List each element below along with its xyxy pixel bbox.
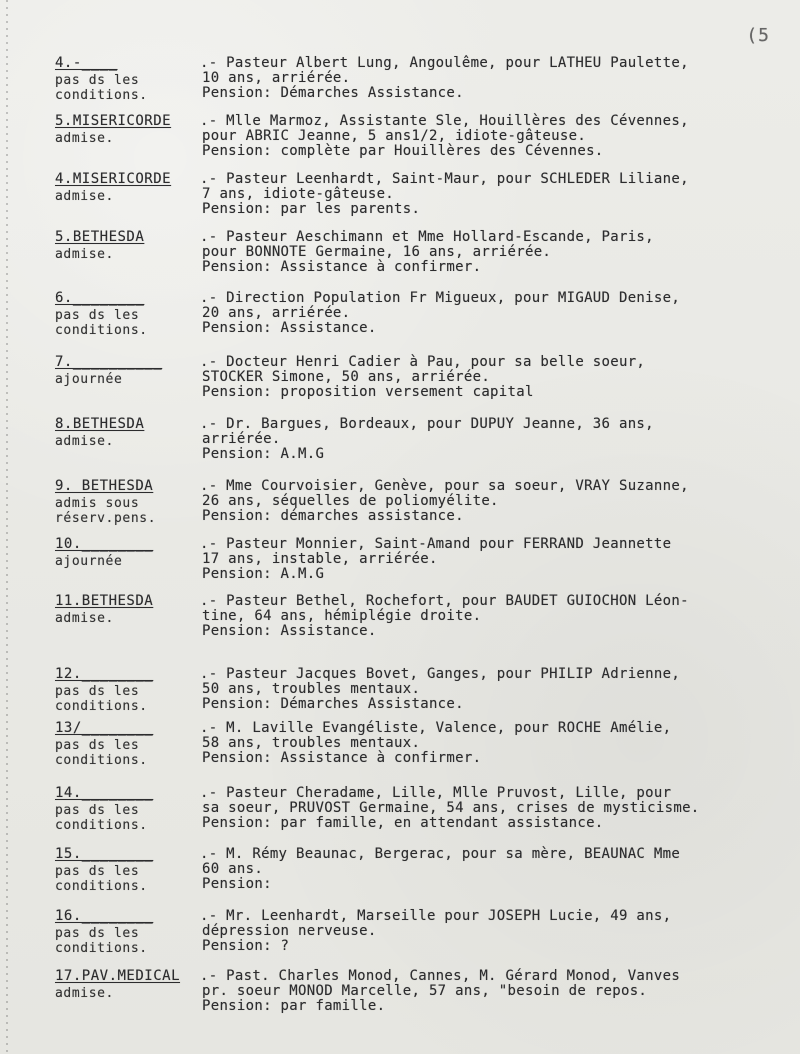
entry-status: admise. [55, 434, 114, 449]
entry-line: .- Pasteur Aeschimann et Mme Hollard-Escande, Paris, [200, 229, 654, 245]
entry-status: admise. [55, 247, 114, 262]
entry-line: .- Pasteur Cheradame, Lille, Mlle Pruvost, Lille, pour [200, 785, 672, 801]
entry-id: 11.BETHESDA [55, 593, 154, 609]
entry-status: pas ds les conditions. [55, 73, 148, 103]
entry-line: Pension: complète par Houillères des Cévennes. [202, 143, 604, 159]
entry-status: ajournée [55, 372, 123, 387]
entry-id: 6.________ [55, 290, 145, 306]
entry-line: 50 ans, troubles mentaux. [202, 681, 421, 697]
entry-line: Pension: ? [202, 938, 290, 954]
entry-line: Pension: Assistance à confirmer. [202, 750, 482, 766]
entry-id: 8.BETHESDA [55, 416, 145, 432]
entry-line: .- Pasteur Bethel, Rochefort, pour BAUDET GUIOCHON Léon- [200, 593, 689, 609]
entry-status: admise. [55, 131, 114, 146]
entry-id: 4.MISERICORDE [55, 171, 172, 187]
entry-status: pas ds les conditions. [55, 803, 148, 833]
entry-line: .- Past. Charles Monod, Cannes, M. Gérard Monod, Vanves [200, 968, 681, 984]
entry-id: 16.________ [55, 908, 154, 924]
entry-line: .- Pasteur Leenhardt, Saint-Maur, pour SCHLEDER Liliane, [200, 171, 689, 187]
entry-line: .- M. Rémy Beaunac, Bergerac, pour sa mère, BEAUNAC Mme [200, 846, 681, 862]
entry-id: 17.PAV.MEDICAL [55, 968, 181, 984]
entry-line: tine, 64 ans, hémiplégie droite. [202, 608, 482, 624]
entry-line: 20 ans, arriérée. [202, 305, 351, 321]
entry-status: pas ds les conditions. [55, 926, 148, 956]
entry-line: 60 ans. [202, 861, 264, 877]
entry-line: Pension: Démarches Assistance. [202, 85, 464, 101]
entry-line: .- Mlle Marmoz, Assistante Sle, Houillères des Cévennes, [200, 113, 689, 129]
entry-status: pas ds les conditions. [55, 738, 148, 768]
entry-id: 5.BETHESDA [55, 229, 145, 245]
entry-status: admise. [55, 189, 114, 204]
entry-id: 12.________ [55, 666, 154, 682]
entry-line: 26 ans, séquelles de poliomyélite. [202, 493, 499, 509]
entry-line: .- Mme Courvoisier, Genève, pour sa soeur, VRAY Suzanne, [200, 478, 689, 494]
entry-line: .- Docteur Henri Cadier à Pau, pour sa belle soeur, [200, 354, 646, 370]
entry-status: admis sous réserv.pens. [55, 496, 157, 526]
entry-line: pour ABRIC Jeanne, 5 ans1/2, idiote-gâteuse. [202, 128, 587, 144]
entry-line: 10 ans, arriérée. [202, 70, 351, 86]
entry-line: Pension: Assistance. [202, 320, 377, 336]
entry-line: Pension: démarches assistance. [202, 508, 464, 524]
entry-line: arriérée. [202, 431, 281, 447]
entry-line: .- Mr. Leenhardt, Marseille pour JOSEPH Lucie, 49 ans, [200, 908, 672, 924]
entry-status: admise. [55, 611, 114, 626]
entry-line: Pension: A.M.G [202, 566, 325, 582]
entry-id: 7.__________ [55, 354, 163, 370]
entry-line: Pension: par famille, en attendant assistance. [202, 815, 604, 831]
entry-line: sa soeur, PRUVOST Germaine, 54 ans, crises de mysticisme. [202, 800, 700, 816]
entry-line: 7 ans, idiote-gâteuse. [202, 186, 395, 202]
entry-line: 58 ans, troubles mentaux. [202, 735, 421, 751]
entry-line: .- Pasteur Jacques Bovet, Ganges, pour PHILIP Adrienne, [200, 666, 681, 682]
entry-status: pas ds les conditions. [55, 308, 148, 338]
entry-line: Pension: A.M.G [202, 446, 325, 462]
entry-id: 9. BETHESDA [55, 478, 154, 494]
entry-id: 4.-____ [55, 55, 118, 71]
entry-status: pas ds les conditions. [55, 864, 148, 894]
entry-line: .- Direction Population Fr Migueux, pour MIGAUD Denise, [200, 290, 681, 306]
entry-line: Pension: proposition versement capital [202, 384, 534, 400]
entry-line: .- Pasteur Albert Lung, Angoulême, pour LATHEU Paulette, [200, 55, 689, 71]
entry-line: .- Dr. Bargues, Bordeaux, pour DUPUY Jeanne, 36 ans, [200, 416, 654, 432]
entry-line: STOCKER Simone, 50 ans, arriérée. [202, 369, 491, 385]
entry-line: Pension: Démarches Assistance. [202, 696, 464, 712]
entry-line: dépression nerveuse. [202, 923, 377, 939]
entry-status: pas ds les conditions. [55, 684, 148, 714]
entry-id: 14.________ [55, 785, 154, 801]
entry-line: 17 ans, instable, arriérée. [202, 551, 438, 567]
entry-line: Pension: par famille. [202, 998, 386, 1014]
binding-margin-line [6, 0, 8, 1054]
page-number: (5 [746, 25, 770, 46]
entry-line: pr. soeur MONOD Marcelle, 57 ans, "besoin de repos. [202, 983, 648, 999]
entry-line: .- Pasteur Monnier, Saint-Amand pour FERRAND Jeannette [200, 536, 672, 552]
entry-status: ajournée [55, 554, 123, 569]
entry-id: 15.________ [55, 846, 154, 862]
entry-line: pour BONNOTE Germaine, 16 ans, arriérée. [202, 244, 552, 260]
entry-line: Pension: par les parents. [202, 201, 421, 217]
entry-id: 10.________ [55, 536, 154, 552]
entry-line: .- M. Laville Evangéliste, Valence, pour ROCHE Amélie, [200, 720, 672, 736]
entry-line: Pension: [202, 876, 272, 892]
entry-id: 5.MISERICORDE [55, 113, 172, 129]
entry-line: Pension: Assistance à confirmer. [202, 259, 482, 275]
entry-status: admise. [55, 986, 114, 1001]
entry-id: 13/________ [55, 720, 154, 736]
entry-line: Pension: Assistance. [202, 623, 377, 639]
